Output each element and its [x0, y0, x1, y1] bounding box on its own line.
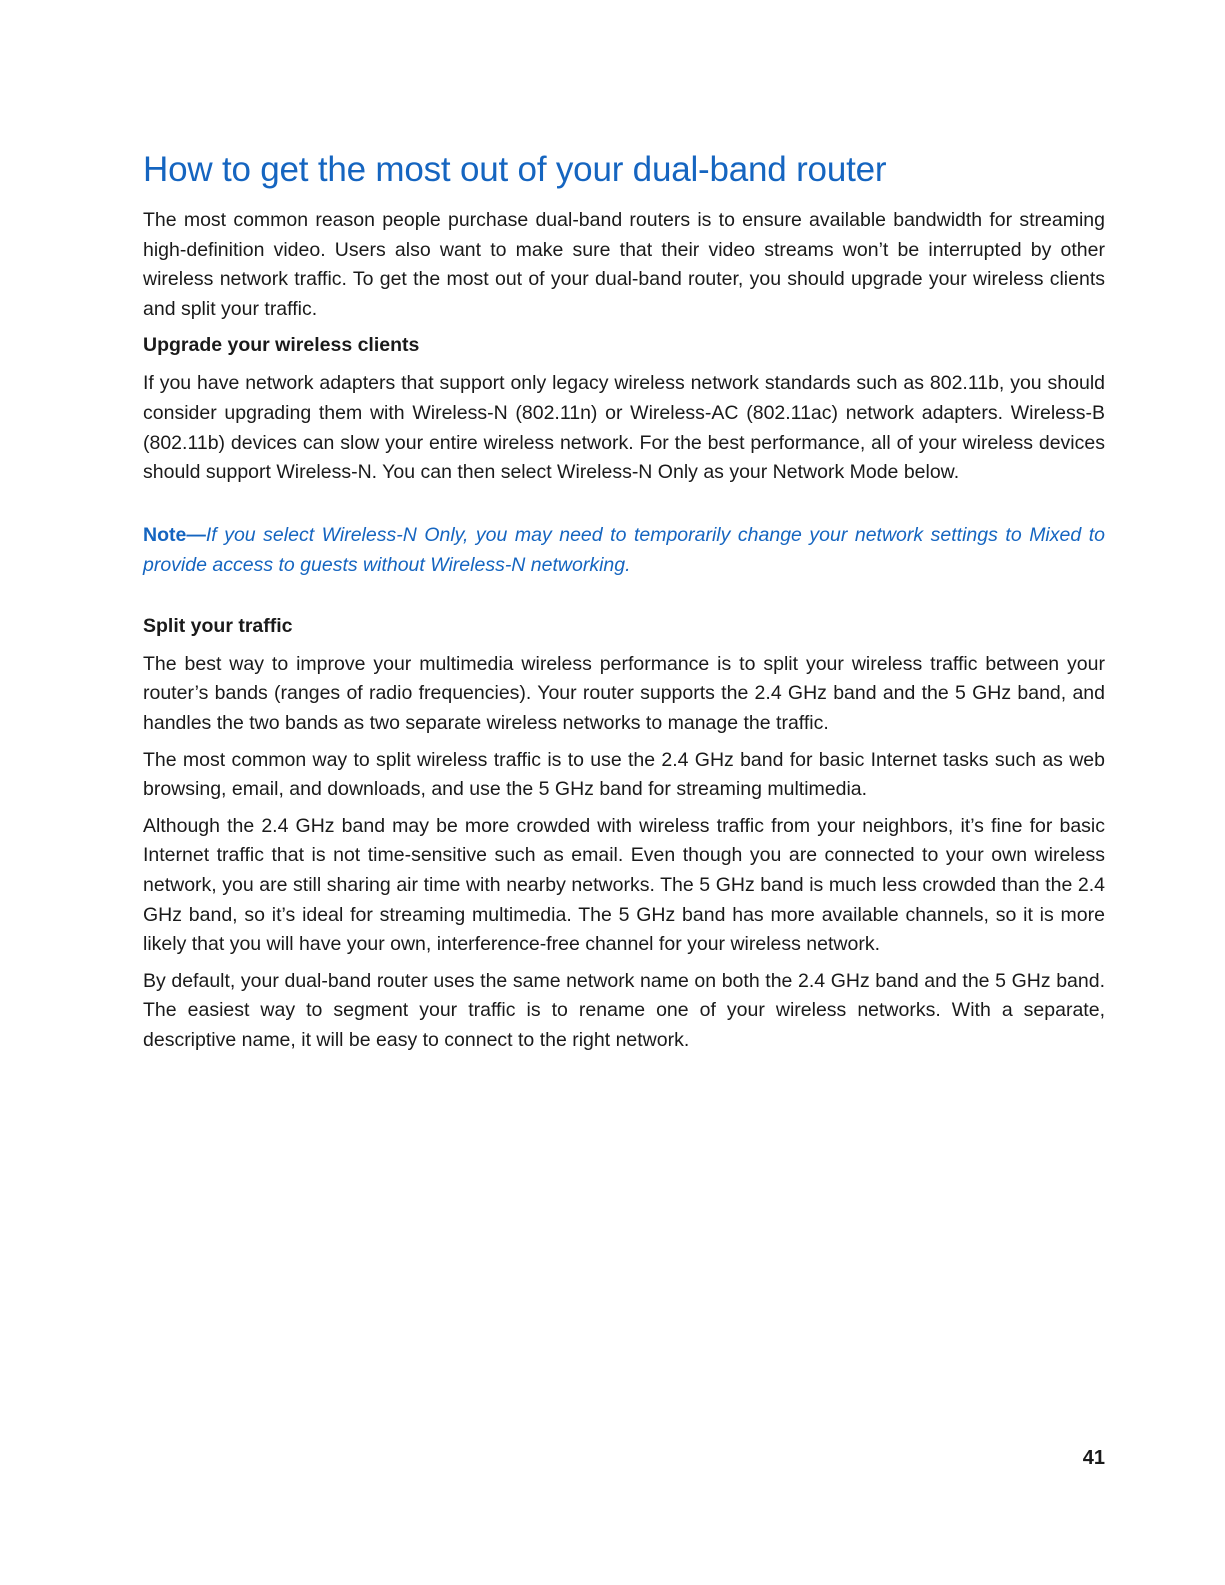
split-paragraph-2: The most common way to split wireless traffic is to use the 2.4 GHz band for basic Internet tasks such as web browsing, email, and downloads, and use the 5 GHz band for streaming multimedia. [143, 748, 1105, 801]
section-heading-split: Split your traffic [143, 614, 293, 637]
split-paragraph-4: By default, your dual-band router uses the same network name on both the 2.4 GHz band and the 5 GHz band. The easiest way to segment your traffic is to rename one of your wireless networks. With a separate, descriptive name, it will be easy to connect to the right network. [143, 969, 1105, 1051]
document-page [143, 148, 1105, 1062]
note-text: If you select Wireless-N Only, you may need to temporarily change your network settings to Mixed to provide access to guests without Wireless-N networking. [143, 523, 1105, 576]
note-label: Note— [143, 523, 206, 546]
intro-paragraph: The most common reason people purchase dual-band routers is to ensure available bandwidth for streaming high-definition video. Users also want to make sure that their video streams won’t be interrupted by other wireless network traffic. To get the most out of your dual-band router, you should upgrade your wireless clients and split your traffic. [143, 209, 1105, 320]
note-callout [143, 520, 1105, 580]
upgrade-paragraph: If you have network adapters that support only legacy wireless network standards such as 802.11b, you should consider upgrading them with Wireless-N (802.11n) or Wireless-AC (802.11ac) network adapters. Wireless-B (802.11b) devices can slow your entire wireless network. For the best performance, all of your wireless devices should support Wireless-N. You can then select Wireless-N Only as your Network Mode below. [143, 372, 1105, 484]
split-paragraph-3: Although the 2.4 GHz band may be more crowded with wireless traffic from your neighbors, it’s fine for basic Internet traffic that is not time-sensitive such as email. Even though you are connected to your own wireless network, you are still sharing air time with nearby networks. The 5 GHz band is much less crowded than the 2.4 GHz band, so it’s ideal for streaming multimedia. The 5 GHz band has more available channels, so it is more likely that you will have your own, interference-free channel for your wireless network. [143, 814, 1105, 956]
page-title: How to get the most out of your dual-band router [143, 150, 887, 189]
section-heading-upgrade: Upgrade your wireless clients [143, 334, 420, 357]
page-number: 41 [1082, 1447, 1105, 1469]
split-paragraph-1: The best way to improve your multimedia wireless performance is to split your wireless traffic between your router’s bands (ranges of radio frequencies). Your router supports the 2.4 GHz band and the 5 GHz band, and handles the two bands as two separate wireless networks to manage the traffic. [143, 652, 1105, 734]
